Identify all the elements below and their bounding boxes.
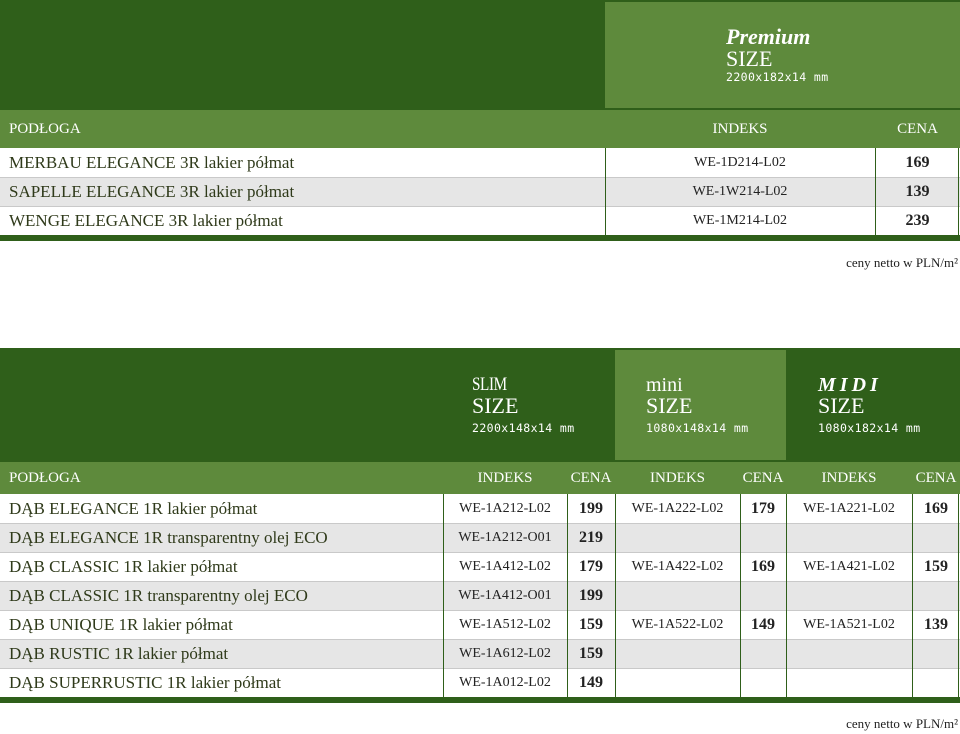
top-header-index: INDEKS (712, 120, 768, 137)
midi-index (786, 523, 912, 552)
midi-price (912, 639, 960, 668)
mini-price (740, 581, 786, 610)
top-price-note: ceny netto w PLN/m² (846, 255, 958, 270)
top-header-product: PODŁOGA (9, 120, 81, 137)
slim-price: 179 (579, 557, 603, 575)
midi-index: WE-1A421-L02 (803, 558, 895, 574)
mini-price: 179 (751, 499, 775, 517)
row-divider (0, 668, 960, 669)
row-divider (0, 552, 960, 553)
slim-size-label (472, 375, 575, 435)
mini-dims: 1080x148x14 mm (646, 421, 749, 435)
slim-price: 149 (579, 673, 603, 691)
row-divider (0, 177, 960, 178)
row-divider (0, 523, 960, 524)
midi-index (786, 639, 912, 668)
midi-size-label (818, 375, 921, 435)
product-name: DĄB SUPERRUSTIC 1R lakier półmat (9, 672, 282, 692)
mini-price (740, 523, 786, 552)
column-divider (443, 494, 444, 697)
column-divider (786, 494, 787, 697)
mini-index (615, 668, 740, 697)
premium-name: Premium (726, 24, 811, 49)
mini-index: WE-1A222-L02 (631, 500, 724, 516)
slim-price: 159 (579, 644, 603, 662)
slim-index: WE-1A612-L02 (459, 645, 551, 661)
slim-index: WE-1A012-L02 (459, 674, 551, 690)
slim-price: 219 (579, 528, 603, 546)
mini-price: 149 (751, 615, 775, 633)
column-divider (567, 494, 568, 697)
slim-header-index: INDEKS (477, 469, 533, 486)
slim-index: WE-1A412-L02 (459, 558, 551, 574)
midi-index (786, 581, 912, 610)
mini-name: mini (646, 374, 683, 396)
slim-index: WE-1A412-O01 (458, 587, 552, 603)
product-price: 169 (905, 153, 930, 171)
mini-header-index: INDEKS (650, 469, 705, 486)
column-divider (740, 494, 741, 697)
mini-index (615, 523, 740, 552)
column-divider (912, 494, 913, 697)
slim-index: WE-1A512-L02 (459, 616, 551, 632)
slim-header-price: CENA (570, 469, 612, 486)
product-name: SAPELLE ELEGANCE 3R lakier półmat (9, 181, 295, 201)
mini-price (740, 668, 786, 697)
product-name: DĄB RUSTIC 1R lakier półmat (9, 643, 229, 663)
mini-price: 169 (751, 557, 775, 575)
column-divider (958, 494, 959, 697)
slim-price: 159 (579, 615, 603, 633)
mini-size-label (646, 375, 749, 435)
product-name: DĄB ELEGANCE 1R lakier półmat (9, 498, 258, 518)
product-name: MERBAU ELEGANCE 3R lakier półmat (9, 152, 295, 172)
product-name: DĄB UNIQUE 1R lakier półmat (9, 614, 233, 634)
mini-header-price: CENA (742, 469, 784, 486)
product-price: 239 (905, 211, 930, 229)
bottom-footer-bar (0, 697, 960, 703)
column-divider (615, 494, 616, 697)
slim-index: WE-1A212-O01 (458, 529, 552, 545)
column-divider (605, 148, 606, 235)
slim-dims: 2200x148x14 mm (472, 421, 575, 435)
mini-index: WE-1A422-L02 (631, 558, 724, 574)
row-divider (0, 581, 960, 582)
product-price: 139 (905, 182, 930, 200)
midi-dims: 1080x182x14 mm (818, 421, 921, 435)
slim-index: WE-1A212-L02 (459, 500, 551, 516)
mini-price (740, 639, 786, 668)
midi-name: MIDI (818, 374, 882, 396)
slim-name: SLIM (472, 374, 507, 395)
bottom-header-product: PODŁOGA (9, 469, 81, 486)
product-name: DĄB CLASSIC 1R transparentny olej ECO (9, 585, 308, 605)
column-divider (958, 148, 959, 235)
bottom-price-note: ceny netto w PLN/m² (846, 716, 958, 731)
midi-index: WE-1A221-L02 (803, 500, 895, 516)
product-name: DĄB ELEGANCE 1R transparentny olej ECO (9, 527, 328, 547)
product-index: WE-1M214-L02 (692, 212, 788, 228)
top-header-price: CENA (897, 120, 938, 137)
midi-header-price: CENA (915, 469, 957, 486)
midi-price: 169 (924, 499, 948, 517)
mini-index (615, 581, 740, 610)
midi-price (912, 523, 960, 552)
slim-price: 199 (579, 499, 603, 517)
premium-size-label (726, 26, 829, 84)
top-footer-bar (0, 235, 960, 241)
midi-price (912, 668, 960, 697)
midi-size-word: SIZE (818, 393, 865, 418)
slim-price: 199 (579, 586, 603, 604)
midi-index: WE-1A521-L02 (803, 616, 895, 632)
row-divider (0, 610, 960, 611)
product-name: WENGE ELEGANCE 3R lakier półmat (9, 210, 283, 230)
product-name: DĄB CLASSIC 1R lakier półmat (9, 556, 238, 576)
row-divider (0, 206, 960, 207)
midi-price (912, 581, 960, 610)
midi-header-index: INDEKS (821, 469, 877, 486)
premium-dims: 2200x182x14 mm (726, 70, 829, 84)
mini-size-word: SIZE (646, 393, 693, 418)
mini-index: WE-1A522-L02 (631, 616, 724, 632)
mini-index (615, 639, 740, 668)
midi-index (786, 668, 912, 697)
row-divider (0, 639, 960, 640)
midi-price: 139 (924, 615, 948, 633)
product-index: WE-1W214-L02 (692, 183, 788, 199)
product-index: WE-1D214-L02 (694, 154, 786, 170)
premium-size-word: SIZE (726, 46, 773, 71)
midi-price: 159 (924, 557, 948, 575)
slim-size-word: SIZE (472, 393, 519, 418)
column-divider (875, 148, 876, 235)
